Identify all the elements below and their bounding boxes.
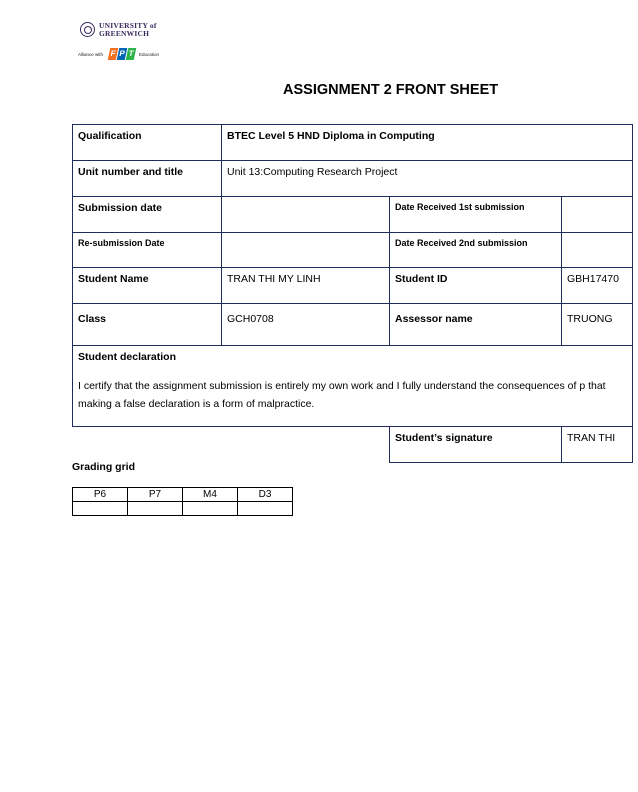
class-row xyxy=(73,304,633,346)
grade-header-d3: D3 xyxy=(238,488,293,502)
alliance-suffix: Education xyxy=(139,52,160,57)
student-id-value: GBH17470 xyxy=(562,268,633,304)
signature-spacer xyxy=(73,427,222,463)
grade-header-m4: M4 xyxy=(183,488,238,502)
university-mark xyxy=(78,20,168,42)
date-received-1-label: Date Received 1st submission xyxy=(390,197,562,233)
student-row xyxy=(73,268,633,304)
alliance-line xyxy=(78,47,168,61)
fpt-letter-p: P xyxy=(118,49,126,58)
grade-value-d3[interactable] xyxy=(238,502,293,516)
unit-row xyxy=(73,161,633,197)
assessor-value: TRUONG xyxy=(562,304,633,346)
signature-row xyxy=(73,427,633,463)
unit-label: Unit number and title xyxy=(73,161,222,197)
class-value: GCH0708 xyxy=(222,304,390,346)
grading-grid-title: Grading grid xyxy=(72,461,135,473)
submission-row xyxy=(73,197,633,233)
declaration-cell xyxy=(73,346,633,427)
declaration-title: Student declaration xyxy=(78,351,177,363)
student-id-label: Student ID xyxy=(390,268,562,304)
student-name-value: TRAN THI MY LINH xyxy=(222,268,390,304)
declaration-row xyxy=(73,346,633,427)
grading-grid xyxy=(72,487,293,516)
resubmission-row xyxy=(73,233,633,268)
grade-header-p6: P6 xyxy=(73,488,128,502)
declaration-text: I certify that the assignment submission is entirely my own work and I fully understand the consequences of p that making a false declaration is a form of malpractice. xyxy=(78,380,606,410)
class-label: Class xyxy=(73,304,222,346)
date-received-2-label: Date Received 2nd submission xyxy=(390,233,562,268)
assessor-label: Assessor name xyxy=(390,304,562,346)
date-received-2-value[interactable] xyxy=(562,233,633,268)
page-title: ASSIGNMENT 2 FRONT SHEET xyxy=(283,82,499,98)
grade-value-m4[interactable] xyxy=(183,502,238,516)
signature-label: Student’s signature xyxy=(390,427,562,463)
submission-date-label: Submission date xyxy=(73,197,222,233)
fpt-letter-f: F xyxy=(109,49,117,58)
grade-value-p7[interactable] xyxy=(128,502,183,516)
qualification-label: Qualification xyxy=(73,125,222,161)
crest-icon xyxy=(80,22,95,37)
alliance-prefix: Alliance with xyxy=(78,52,104,57)
grading-value-row xyxy=(73,502,293,516)
fpt-letter-t: T xyxy=(127,49,135,58)
front-sheet-table xyxy=(72,124,633,463)
resubmission-date-label: Re-submission Date xyxy=(73,233,222,268)
university-logo xyxy=(78,20,168,64)
signature-spacer xyxy=(222,427,390,463)
fpt-logo xyxy=(109,47,136,61)
unit-value: Unit 13:Computing Research Project xyxy=(222,161,633,197)
university-name: UNIVERSITY of GREENWICH xyxy=(99,21,157,38)
date-received-1-value[interactable] xyxy=(562,197,633,233)
student-name-label: Student Name xyxy=(73,268,222,304)
qualification-row xyxy=(73,125,633,161)
resubmission-date-value[interactable] xyxy=(222,233,390,268)
grade-value-p6[interactable] xyxy=(73,502,128,516)
qualification-value: BTEC Level 5 HND Diploma in Computing xyxy=(222,125,633,161)
signature-value[interactable]: TRAN THI xyxy=(562,427,633,463)
submission-date-value[interactable] xyxy=(222,197,390,233)
grade-header-p7: P7 xyxy=(128,488,183,502)
grading-header-row xyxy=(73,488,293,502)
